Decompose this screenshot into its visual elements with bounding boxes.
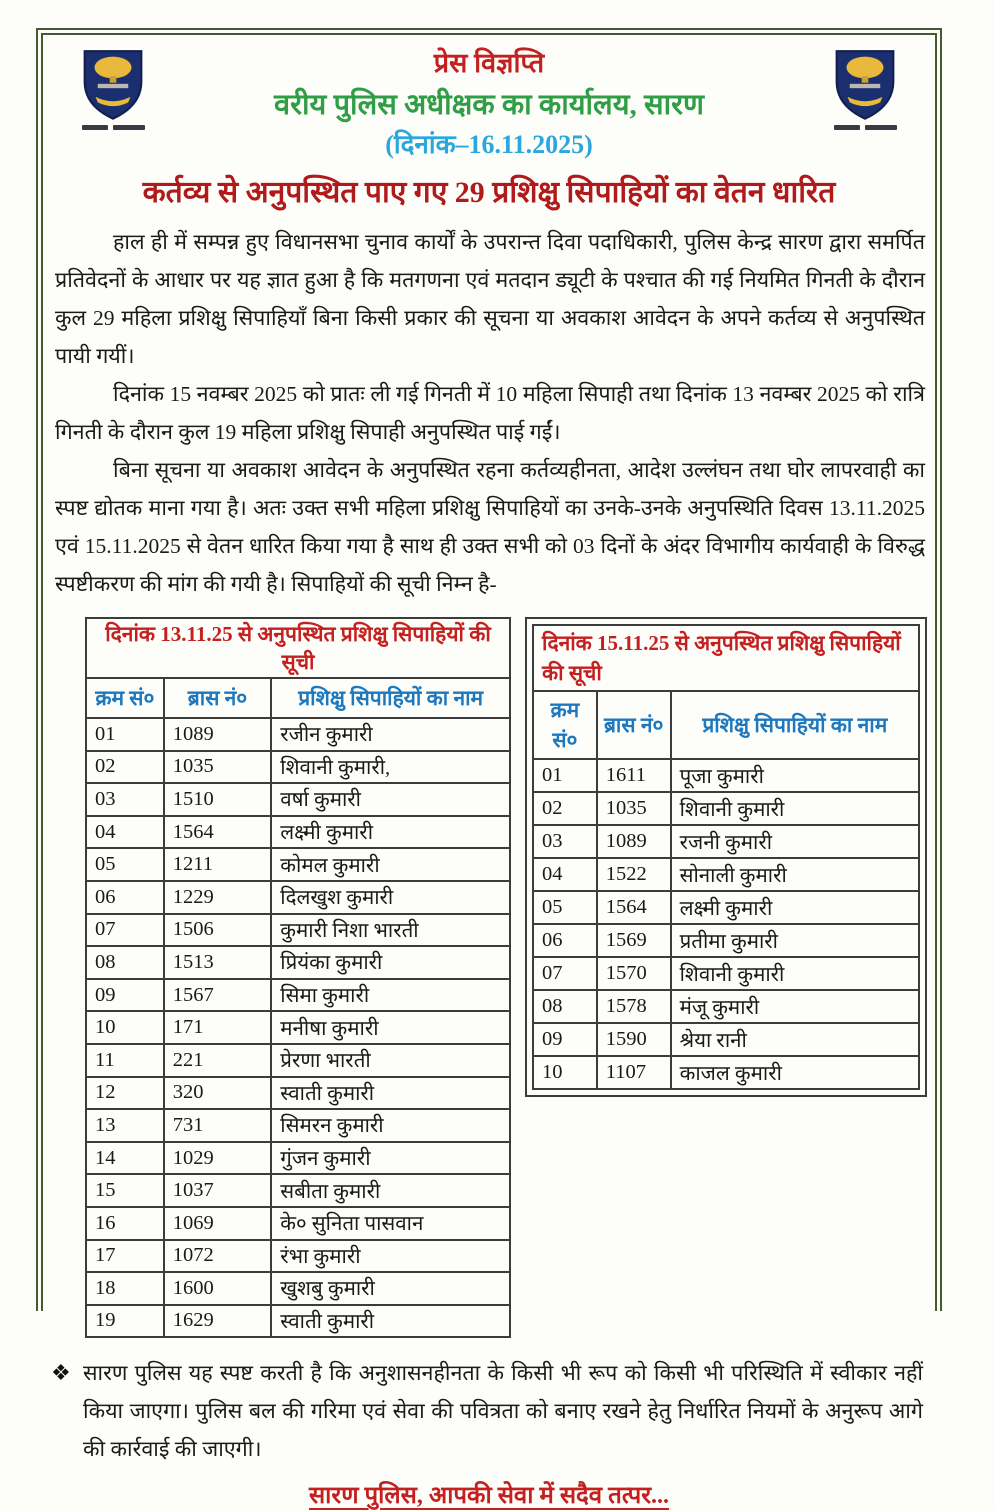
table-row [533,990,919,1023]
table-cell: खुशबु कुमारी [271,1272,510,1305]
police-shield-icon [823,49,907,123]
table-cell: प्रतीमा कुमारी [671,924,919,957]
press-release-title: प्रेस विज्ञप्ति [433,48,545,78]
table-row [86,1240,510,1273]
table-cell: 13 [86,1109,164,1142]
table-cell: सिमा कुमारी [271,979,510,1012]
table-row [86,816,510,849]
table-cell: 1506 [164,914,272,947]
table-cell: के० सुनिता पासवान [271,1207,510,1240]
table-cell: 06 [533,924,597,957]
table-row [86,751,510,784]
table-header-row [533,691,919,759]
table-cell: कुमारी निशा भारती [271,914,510,947]
table-cell: 1035 [164,751,272,784]
table-cell: 02 [533,792,597,825]
table-row [86,718,510,751]
table-row [86,1142,510,1175]
table-row [86,946,510,979]
table-cell: 04 [86,816,164,849]
table-body [86,718,510,1337]
table-cell: 19 [86,1305,164,1338]
table-row [533,792,919,825]
table-absent-13-11-25 [85,617,511,1338]
table-cell: 1513 [164,946,272,979]
table-cell: 1522 [597,858,671,891]
table-cell: 1029 [164,1142,272,1175]
table-cell: 10 [533,1056,597,1089]
table-body [533,759,919,1089]
table-cell: 1578 [597,990,671,1023]
table-row [533,825,919,858]
table-cell: वर्षा कुमारी [271,783,510,816]
table-cell: 1629 [164,1305,272,1338]
table-cell: 07 [533,957,597,990]
table-row [86,1272,510,1305]
table-cell: श्रेया रानी [671,1023,919,1056]
table-cell: 09 [533,1023,597,1056]
table-cell: 1072 [164,1240,272,1273]
disciplinary-note [49,1354,929,1468]
table-cell: दिलखुश कुमारी [271,881,510,914]
table-cell: 18 [86,1272,164,1305]
table-cell: 14 [86,1142,164,1175]
table-cell: रजीन कुमारी [271,718,510,751]
table-cell: 09 [86,979,164,1012]
table-title: दिनांक 15.11.25 से अनुपस्थित प्रशिक्षु सिपाहियों की सूची [533,625,919,691]
table-cell: सिमरन कुमारी [271,1109,510,1142]
table-cell: 1564 [597,891,671,924]
main-heading: कर्तव्य से अनुपस्थित पाए गए 29 प्रशिक्षु सिपाहियों का वेतन धारित [142,175,836,209]
date-line: (दिनांक–16.11.2025) [385,130,593,159]
table-cell: 1569 [597,924,671,957]
table-row [86,783,510,816]
table-cell: प्रेरणा भारती [271,1044,510,1077]
table-cell: शिवानी कुमारी [671,957,919,990]
table-header-row [86,678,510,718]
table-row [533,1056,919,1089]
table-row [533,858,919,891]
table-row [86,1305,510,1338]
table-cell: रंभा कुमारी [271,1240,510,1273]
table-cell: 1229 [164,881,272,914]
table-cell: मंजू कुमारी [671,990,919,1023]
table-cell: 10 [86,1011,164,1044]
table-cell: 16 [86,1207,164,1240]
table-cell: 05 [533,891,597,924]
column-header: क्रम सं० [533,691,597,759]
paragraph-1: हाल ही में सम्पन्न हुए विधानसभा चुनाव कार्यों के उपरान्त दिवा पदाधिकारी, पुलिस केन्द्र सारण द्वारा समर्पित प्रतिवेदनों के आधार पर यह ज्ञात हुआ है कि मतगणना एवं मतदान ड्यूटी के पश्चात की गई नियमित गिनती के दौरान कुल 29 महिला प्रशिक्षु सिपाहियाँ बिना किसी प्रकार की सूचना या अवकाश आवेदन के अपने कर्तव्य से अनुपस्थित पायी गयीं। [55,230,925,368]
table-cell: पूजा कुमारी [671,759,919,792]
table-cell: प्रियंका कुमारी [271,946,510,979]
table-row [86,979,510,1012]
table-cell: 1089 [597,825,671,858]
table-cell: 1611 [597,759,671,792]
table-cell: 1600 [164,1272,272,1305]
table-cell: 12 [86,1077,164,1110]
paragraph-2: दिनांक 15 नवम्बर 2025 को प्रातः ली गई गिनती में 10 महिला सिपाही तथा दिनांक 13 नवम्बर 2025 को रात्रि गिनती के दौरान कुल 19 महिला प्रशिक्षु सिपाही अनुपस्थित पाई गईं। [55,382,925,444]
bihar-police-logo-right [823,49,907,130]
table-cell: शिवानी कुमारी [671,792,919,825]
table-row [86,848,510,881]
column-header: ब्रास नं० [164,678,272,718]
table-title: दिनांक 13.11.25 से अनुपस्थित प्रशिक्षु सिपाहियों की सूची [86,618,510,678]
table-cell: 1570 [597,957,671,990]
table-row [533,1023,919,1056]
logo-caption [823,125,907,130]
table-cell: कोमल कुमारी [271,848,510,881]
table-cell: 1069 [164,1207,272,1240]
absentee-tables [49,617,929,1338]
press-release-page [36,28,942,1510]
table-absent-15-11-25-outer-box [525,617,927,1097]
table-cell: 1590 [597,1023,671,1056]
table-cell: 07 [86,914,164,947]
table-row [86,1011,510,1044]
paragraph-3: बिना सूचना या अवकाश आवेदन के अनुपस्थित रहना कर्तव्यहीनता, आदेश उल्लंघन तथा घोर लापरवाही का स्पष्ट द्योतक माना गया है। अतः उक्त सभी महिला प्रशिक्षु सिपाहियों का उनके-उनके अनुपस्थिति दिवस 13.11.2025 एवं 15.11.2025 से वेतन धारित किया गया है साथ ही उक्त सभी को 03 दिनों के अंदर विभागीय कार्यवाही के विरुद्ध स्पष्टीकरण की मांग की गयी है। सिपाहियों की सूची निम्न है- [55,458,925,596]
table-row [86,881,510,914]
table-cell: 1089 [164,718,272,751]
table-row [533,891,919,924]
table-row [86,1044,510,1077]
table-cell: 03 [533,825,597,858]
table-cell: 15 [86,1174,164,1207]
table-row [86,1174,510,1207]
table-cell: 1564 [164,816,272,849]
column-header: क्रम सं० [86,678,164,718]
table-cell: सबीता कुमारी [271,1174,510,1207]
table-cell: लक्ष्मी कुमारी [671,891,919,924]
column-header: प्रशिक्षु सिपाहियों का नाम [271,678,510,718]
document-header [49,47,929,211]
table-cell: 1567 [164,979,272,1012]
table-cell: 1510 [164,783,272,816]
table-cell: 08 [533,990,597,1023]
table-cell: 06 [86,881,164,914]
office-name: वरीय पुलिस अधीक्षक का कार्यालय, सारण [274,88,704,121]
bihar-police-logo-left [71,49,155,130]
table-cell: 05 [86,848,164,881]
table-row [86,1207,510,1240]
tagline [49,1478,929,1511]
table-cell: 01 [86,718,164,751]
table-cell: 02 [86,751,164,784]
table-cell: 03 [86,783,164,816]
table-cell: 01 [533,759,597,792]
table-row [86,1109,510,1142]
body-text [49,223,929,603]
table-cell: 17 [86,1240,164,1273]
table-cell: 1035 [597,792,671,825]
table-cell: शिवानी कुमारी, [271,751,510,784]
column-header: ब्रास नं० [597,691,671,759]
table-cell: 171 [164,1011,272,1044]
table-row [533,957,919,990]
table-cell: लक्ष्मी कुमारी [271,816,510,849]
table-cell: काजल कुमारी [671,1056,919,1089]
table-cell: 04 [533,858,597,891]
diamond-bullet-icon: ❖ [51,1360,71,1386]
table-cell: 1107 [597,1056,671,1089]
table-row [533,924,919,957]
table-cell: स्वाती कुमारी [271,1305,510,1338]
table-row [86,1077,510,1110]
table-row [86,914,510,947]
table-title-row [86,618,510,678]
table-cell: 731 [164,1109,272,1142]
table-cell: 11 [86,1044,164,1077]
table-cell: रजनी कुमारी [671,825,919,858]
table-cell: स्वाती कुमारी [271,1077,510,1110]
table-cell: 320 [164,1077,272,1110]
column-header: प्रशिक्षु सिपाहियों का नाम [671,691,919,759]
table-cell: 1211 [164,848,272,881]
table-cell: 08 [86,946,164,979]
police-shield-icon [71,49,155,123]
tagline-text: सारण पुलिस, आपकी सेवा में सदैव तत्पर... [308,1483,670,1510]
table-cell: गुंजन कुमारी [271,1142,510,1175]
logo-caption [71,125,155,130]
table-cell: 1037 [164,1174,272,1207]
table-cell: मनीषा कुमारी [271,1011,510,1044]
table-cell: 221 [164,1044,272,1077]
table-cell: सोनाली कुमारी [671,858,919,891]
table-absent-15-11-25 [532,624,920,1090]
note-text: सारण पुलिस यह स्पष्ट करती है कि अनुशासनहीनता के किसी भी रूप को किसी भी परिस्थिति में स्वीकार नहीं किया जाएगा। पुलिस बल की गरिमा एवं सेवा की पवित्रता को बनाए रखने हेतु निर्धारित नियमों के अनुरूप आगे की कार्रवाई की जाएगी। [83,1361,923,1462]
table-title-row [533,625,919,691]
table-row [533,759,919,792]
